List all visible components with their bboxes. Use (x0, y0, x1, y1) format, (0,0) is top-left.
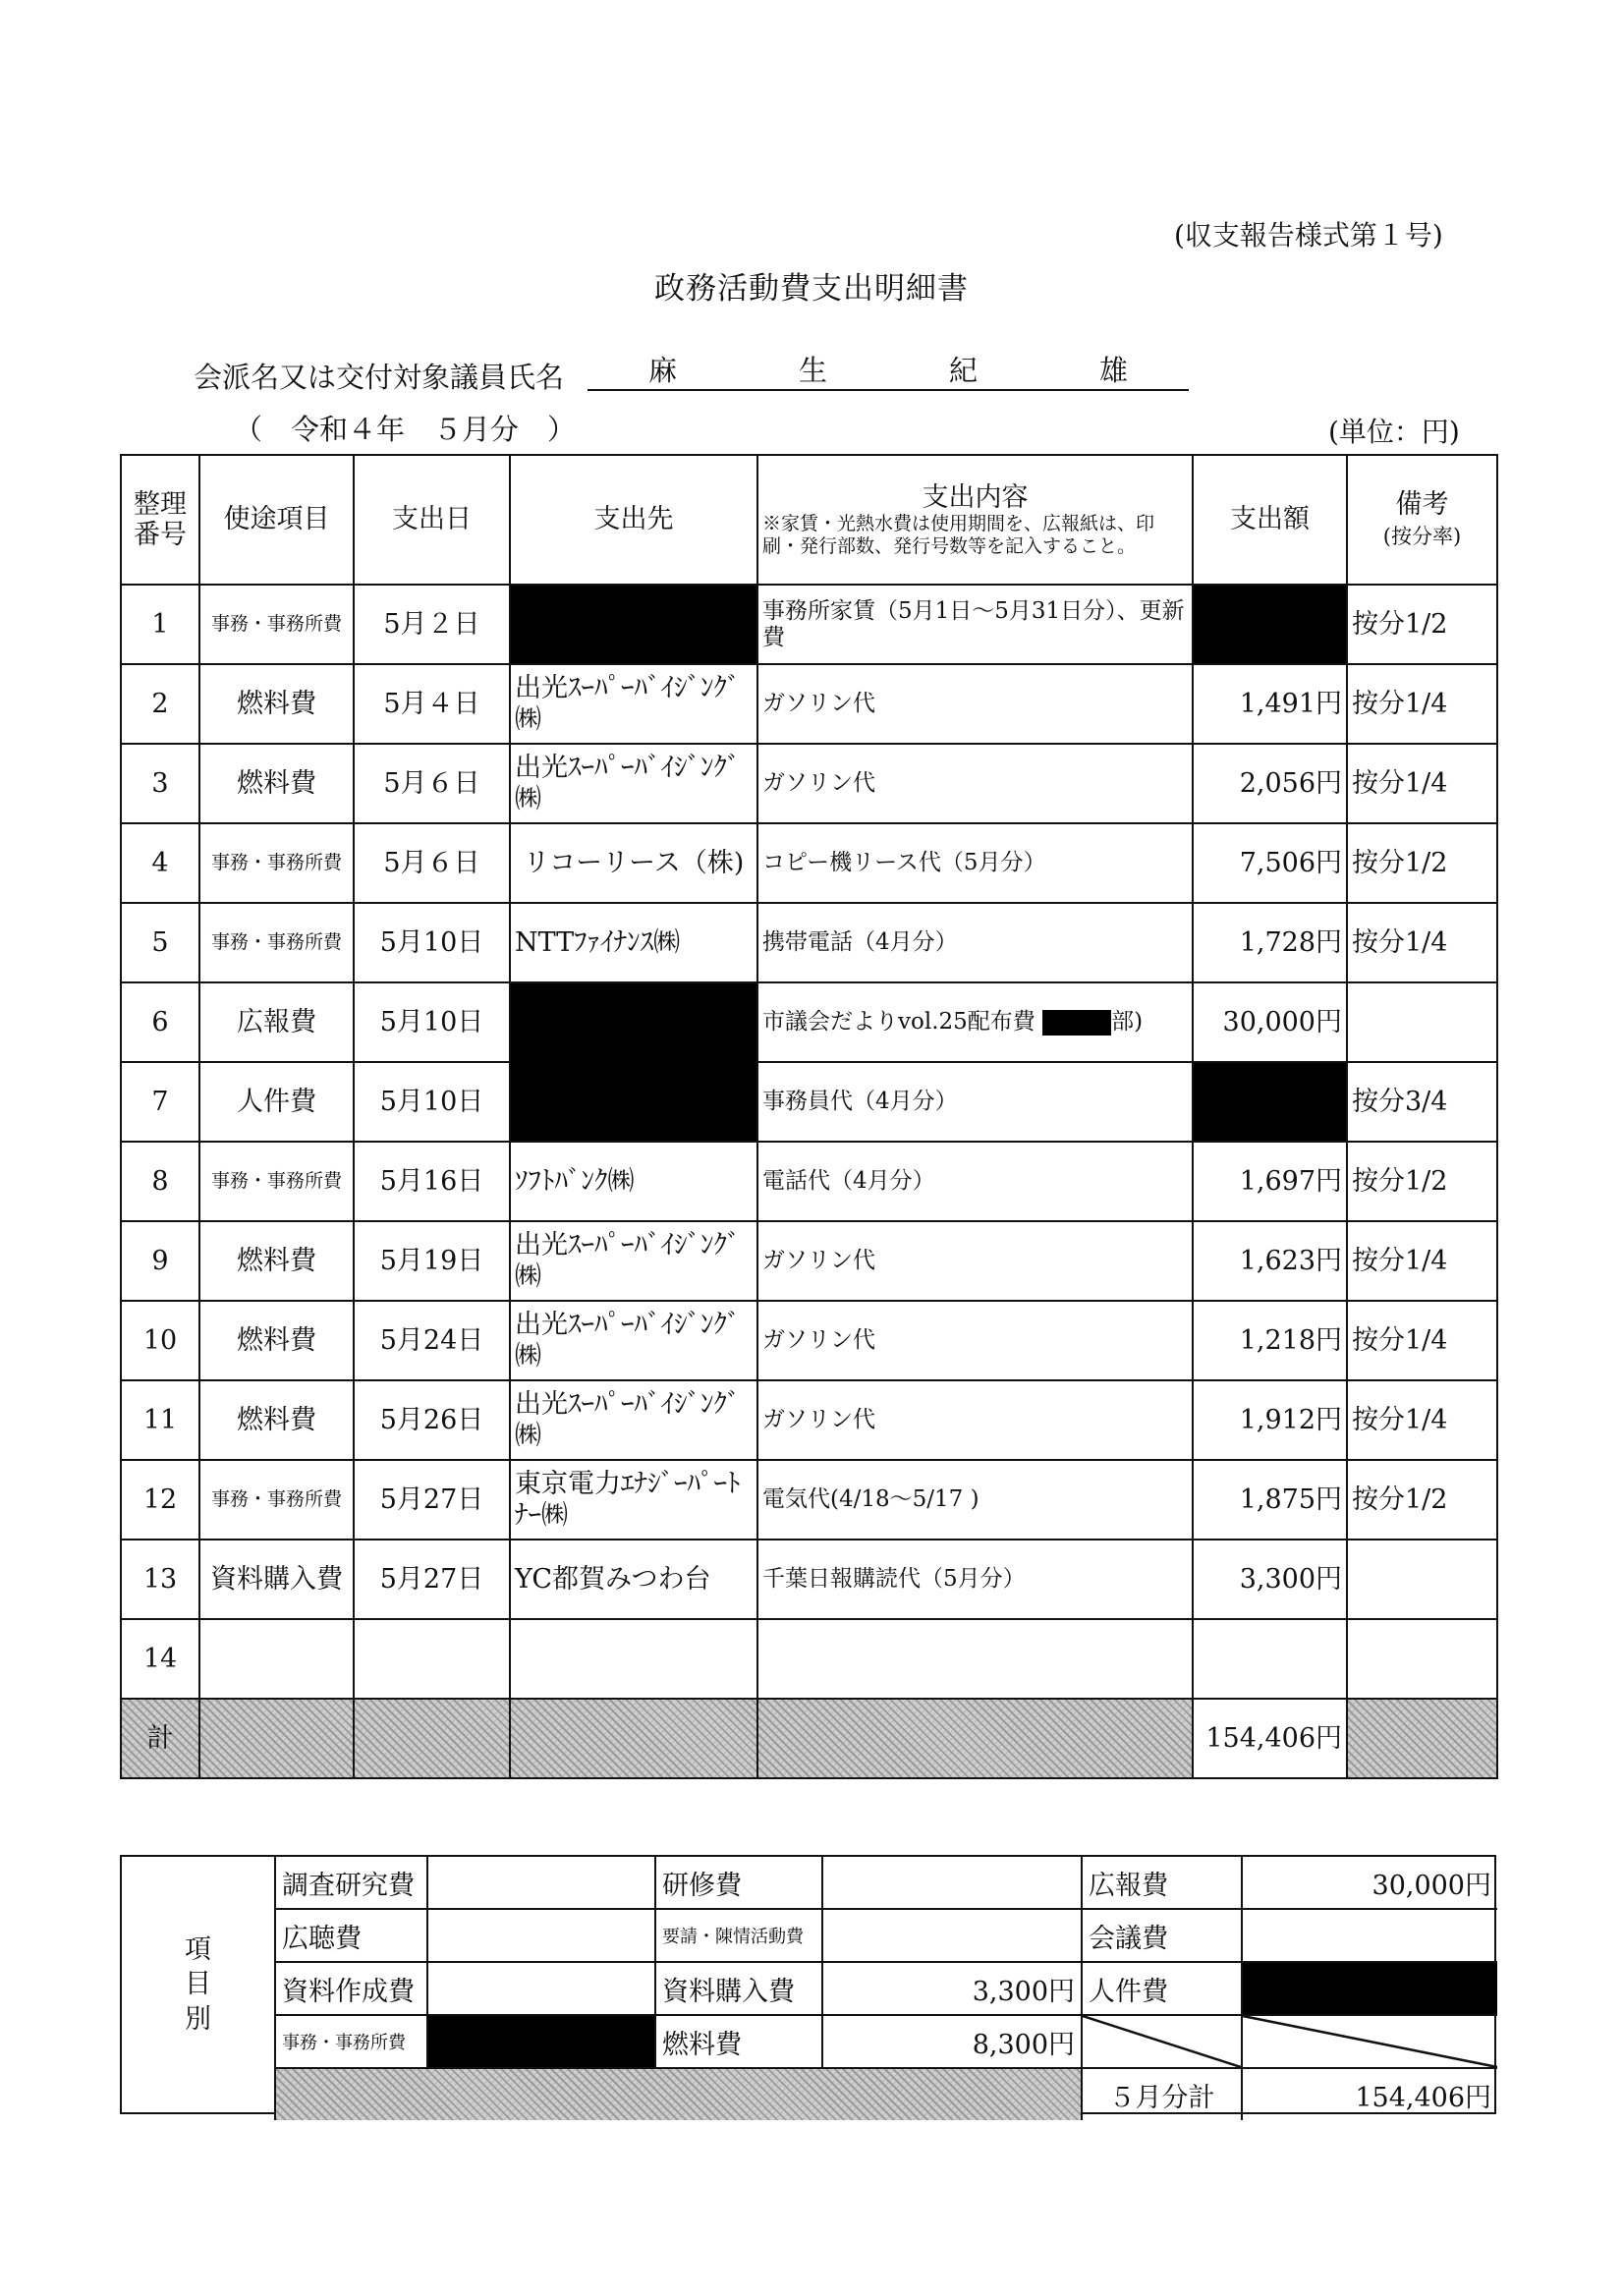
row-amount: 2,056円 (1193, 744, 1347, 823)
row-content (757, 1619, 1193, 1699)
row-date: 5月27日 (354, 1460, 510, 1540)
summary-research-value (427, 1857, 655, 1909)
table-row (121, 1301, 1497, 1380)
table-row (121, 1142, 1497, 1221)
summary-materials-making-label: 資料作成費 (275, 1962, 427, 2015)
table-row (121, 823, 1497, 903)
row-remarks: 按分1/2 (1347, 1460, 1497, 1540)
row-no: 12 (121, 1460, 199, 1540)
summary-pr-value: 30,000円 (1242, 1857, 1497, 1909)
summary-row (275, 1962, 1497, 2015)
row-date: 5月６日 (354, 823, 510, 903)
row-remarks: 按分1/4 (1347, 1301, 1497, 1380)
member-name-char: 麻 (647, 354, 677, 387)
row-remarks: 按分1/4 (1347, 1221, 1497, 1301)
member-name-char: 雄 (1098, 354, 1128, 387)
row-category: 事務・事務所費 (199, 823, 354, 903)
summary-fuel-label: 燃料費 (655, 2015, 822, 2068)
table-row (121, 664, 1497, 744)
row-amount: 1,728円 (1193, 903, 1347, 982)
summary-hearing-value (427, 1909, 655, 1962)
header-content-note: ※家賃・光熱水費は使用期間を、広報紙は、印刷・発行部数、発行号数等を記入すること。 (762, 512, 1155, 557)
row-content (757, 982, 1193, 1062)
row-remarks: 按分1/4 (1347, 664, 1497, 744)
member-label: 会派名又は交付対象議員氏名 (194, 361, 565, 394)
summary-pr-label: 広報費 (1082, 1857, 1242, 1909)
summary-hearing-label: 広聴費 (275, 1909, 427, 1962)
summary-personnel-label: 人件費 (1082, 1962, 1242, 2015)
row-content: 千葉日報購読代（5月分） (757, 1540, 1193, 1619)
table-row (121, 1380, 1497, 1460)
summary-empty-diagonal (1242, 2015, 1497, 2068)
row-no: 11 (121, 1380, 199, 1460)
row-content: 携帯電話（4月分） (757, 903, 1193, 982)
summary-office-label: 事務・事務所費 (275, 2015, 427, 2068)
header-row (121, 455, 1497, 585)
total-shade (510, 1699, 757, 1778)
header-no: 整理番号 (121, 455, 199, 585)
row-remarks (1347, 982, 1497, 1062)
row-remarks: 按分3/4 (1347, 1062, 1497, 1142)
row-amount: 7,506円 (1193, 823, 1347, 903)
row-payee: 出光ｽｰﾊﾟｰﾊﾞｲｼﾞﾝｸﾞ㈱ (510, 1221, 757, 1301)
row-remarks: 按分1/4 (1347, 1380, 1497, 1460)
row-amount: 1,697円 (1193, 1142, 1347, 1221)
row-date (354, 1619, 510, 1699)
member-name-char: 紀 (948, 354, 978, 387)
row-remarks: 按分1/4 (1347, 744, 1497, 823)
summary-label-char: 別 (185, 2003, 211, 2035)
row-date: 5月27日 (354, 1540, 510, 1619)
summary-row (275, 1857, 1497, 1909)
row-category: 資料購入費 (199, 1540, 354, 1619)
summary-meeting-label: 会議費 (1082, 1909, 1242, 1962)
row-amount: 3,300円 (1193, 1540, 1347, 1619)
row-no: 13 (121, 1540, 199, 1619)
row-payee: 出光ｽｰﾊﾟｰﾊﾞｲｼﾞﾝｸﾞ㈱ (510, 744, 757, 823)
summary-label (122, 1857, 274, 2112)
summary-shade (275, 2068, 1082, 2120)
summary-month-total-label: ５月分計 (1082, 2068, 1242, 2120)
row-payee: 出光ｽｰﾊﾟｰﾊﾞｲｼﾞﾝｸﾞ㈱ (510, 664, 757, 744)
row-no: 7 (121, 1062, 199, 1142)
row-date: 5月10日 (354, 903, 510, 982)
header-remarks (1347, 455, 1497, 585)
row-no: 5 (121, 903, 199, 982)
row-content: ガソリン代 (757, 1221, 1193, 1301)
row-remarks: 按分1/4 (1347, 903, 1497, 982)
row-remarks (1347, 1619, 1497, 1699)
redaction-mark (1042, 1010, 1111, 1036)
summary-training-label: 研修費 (655, 1857, 822, 1909)
row-content-text: 市議会だよりvol.25配布費 (762, 1009, 1035, 1035)
header-amount: 支出額 (1193, 455, 1347, 585)
row-amount: 30,000円 (1193, 982, 1347, 1062)
summary-meeting-value (1242, 1909, 1497, 1962)
expense-table (120, 454, 1498, 1779)
total-shade (1347, 1699, 1497, 1778)
header-remarks-sub: (按分率) (1382, 525, 1462, 548)
row-amount-redacted (1193, 1062, 1347, 1142)
row-no: 10 (121, 1301, 199, 1380)
row-payee-redacted (510, 585, 757, 664)
total-row (121, 1699, 1497, 1778)
summary-empty-diagonal (1082, 2015, 1242, 2068)
row-content: 事務所家賃（5月1日～5月31日分）、更新費 (757, 585, 1193, 664)
row-category: 事務・事務所費 (199, 1460, 354, 1540)
row-no: 1 (121, 585, 199, 664)
row-payee-redacted (510, 982, 757, 1142)
row-no: 6 (121, 982, 199, 1062)
row-category: 事務・事務所費 (199, 903, 354, 982)
row-content: ガソリン代 (757, 664, 1193, 744)
summary-petition-value (822, 1909, 1082, 1962)
row-date: 5月10日 (354, 982, 510, 1062)
header-remarks-title: 備考 (1395, 488, 1449, 520)
row-payee: ｿﾌﾄﾊﾞﾝｸ㈱ (510, 1142, 757, 1221)
row-content: 電話代（4月分） (757, 1142, 1193, 1221)
document-title: 政務活動費支出明細書 (654, 271, 969, 307)
summary-table (274, 1857, 1497, 2120)
header-category: 使途項目 (199, 455, 354, 585)
row-date: 5月19日 (354, 1221, 510, 1301)
unit-label: (単位：円) (1328, 416, 1460, 448)
row-payee: 出光ｽｰﾊﾟｰﾊﾞｲｼﾞﾝｸﾞ㈱ (510, 1380, 757, 1460)
row-content: ガソリン代 (757, 744, 1193, 823)
row-content: 電気代(4/18～5/17 ) (757, 1460, 1193, 1540)
row-no: 14 (121, 1619, 199, 1699)
row-payee: NTTﾌｧｲﾅﾝｽ㈱ (510, 903, 757, 982)
row-amount: 1,491円 (1193, 664, 1347, 744)
row-content: 事務員代（4月分） (757, 1062, 1193, 1142)
row-date: 5月24日 (354, 1301, 510, 1380)
row-payee: YC都賀みつわ台 (510, 1540, 757, 1619)
table-row (121, 1540, 1497, 1619)
row-date: 5月４日 (354, 664, 510, 744)
member-name (588, 350, 1189, 391)
summary-label-char: 項 (185, 1934, 211, 1966)
table-row (121, 903, 1497, 982)
table-row (121, 982, 1497, 1062)
row-date: 5月10日 (354, 1062, 510, 1142)
header-date: 支出日 (354, 455, 510, 585)
summary-label-char: 目 (185, 1969, 211, 2000)
summary-office-value-redacted (427, 2015, 655, 2068)
header-content-title: 支出内容 (922, 481, 1029, 513)
row-content-suffix: 部) (1111, 1009, 1144, 1035)
row-category: 燃料費 (199, 1221, 354, 1301)
total-amount: 154,406円 (1193, 1699, 1347, 1778)
row-amount: 1,912円 (1193, 1380, 1347, 1460)
header-content (757, 455, 1193, 585)
row-remarks: 按分1/2 (1347, 585, 1497, 664)
row-category: 燃料費 (199, 1380, 354, 1460)
summary-training-value (822, 1857, 1082, 1909)
row-payee: 東京電力ｴﾅｼﾞｰﾊﾟｰﾄﾅｰ㈱ (510, 1460, 757, 1540)
row-category: 燃料費 (199, 1301, 354, 1380)
row-remarks: 按分1/2 (1347, 823, 1497, 903)
row-payee: 出光ｽｰﾊﾟｰﾊﾞｲｼﾞﾝｸﾞ㈱ (510, 1301, 757, 1380)
row-remarks (1347, 1540, 1497, 1619)
period: （ 令和４年 ５月分 ） (234, 413, 577, 446)
row-amount: 1,875円 (1193, 1460, 1347, 1540)
row-content: ガソリン代 (757, 1301, 1193, 1380)
row-category (199, 1619, 354, 1699)
table-row (121, 585, 1497, 664)
row-amount: 1,623円 (1193, 1221, 1347, 1301)
row-category: 広報費 (199, 982, 354, 1062)
table-row (121, 1221, 1497, 1301)
header-payee: 支出先 (510, 455, 757, 585)
row-no: 8 (121, 1142, 199, 1221)
row-no: 4 (121, 823, 199, 903)
row-date: 5月６日 (354, 744, 510, 823)
summary-materials-purchase-label: 資料購入費 (655, 1962, 822, 2015)
row-category: 燃料費 (199, 744, 354, 823)
row-date: 5月２日 (354, 585, 510, 664)
summary-box (120, 1855, 1496, 2114)
total-shade (354, 1699, 510, 1778)
summary-materials-making-value (427, 1962, 655, 2015)
table-row (121, 1619, 1497, 1699)
row-remarks: 按分1/2 (1347, 1142, 1497, 1221)
row-payee (510, 1619, 757, 1699)
row-amount: 1,218円 (1193, 1301, 1347, 1380)
table-row (121, 744, 1497, 823)
row-no: 3 (121, 744, 199, 823)
summary-row (275, 2068, 1497, 2120)
row-amount-redacted (1193, 585, 1347, 664)
form-number: (収支報告様式第１号) (1174, 219, 1443, 252)
row-no: 2 (121, 664, 199, 744)
row-date: 5月26日 (354, 1380, 510, 1460)
row-no: 9 (121, 1221, 199, 1301)
summary-materials-purchase-value: 3,300円 (822, 1962, 1082, 2015)
summary-row (275, 2015, 1497, 2068)
summary-fuel-value: 8,300円 (822, 2015, 1082, 2068)
summary-research-label: 調査研究費 (275, 1857, 427, 1909)
summary-month-total-value: 154,406円 (1242, 2068, 1497, 2120)
row-category: 人件費 (199, 1062, 354, 1142)
summary-petition-label: 要請・陳情活動費 (655, 1909, 822, 1962)
member-name-char: 生 (798, 354, 827, 387)
summary-personnel-value-redacted (1242, 1962, 1497, 2015)
row-category: 事務・事務所費 (199, 585, 354, 664)
row-content: コピー機リース代（5月分） (757, 823, 1193, 903)
table-row (121, 1460, 1497, 1540)
total-shade (199, 1699, 354, 1778)
row-date: 5月16日 (354, 1142, 510, 1221)
summary-row (275, 1909, 1497, 1962)
row-payee: リコーリース（株) (510, 823, 757, 903)
total-label: 計 (121, 1699, 199, 1778)
row-category: 事務・事務所費 (199, 1142, 354, 1221)
row-category: 燃料費 (199, 664, 354, 744)
row-content: ガソリン代 (757, 1380, 1193, 1460)
total-shade (757, 1699, 1193, 1778)
row-amount (1193, 1619, 1347, 1699)
table-row (121, 1062, 1497, 1142)
